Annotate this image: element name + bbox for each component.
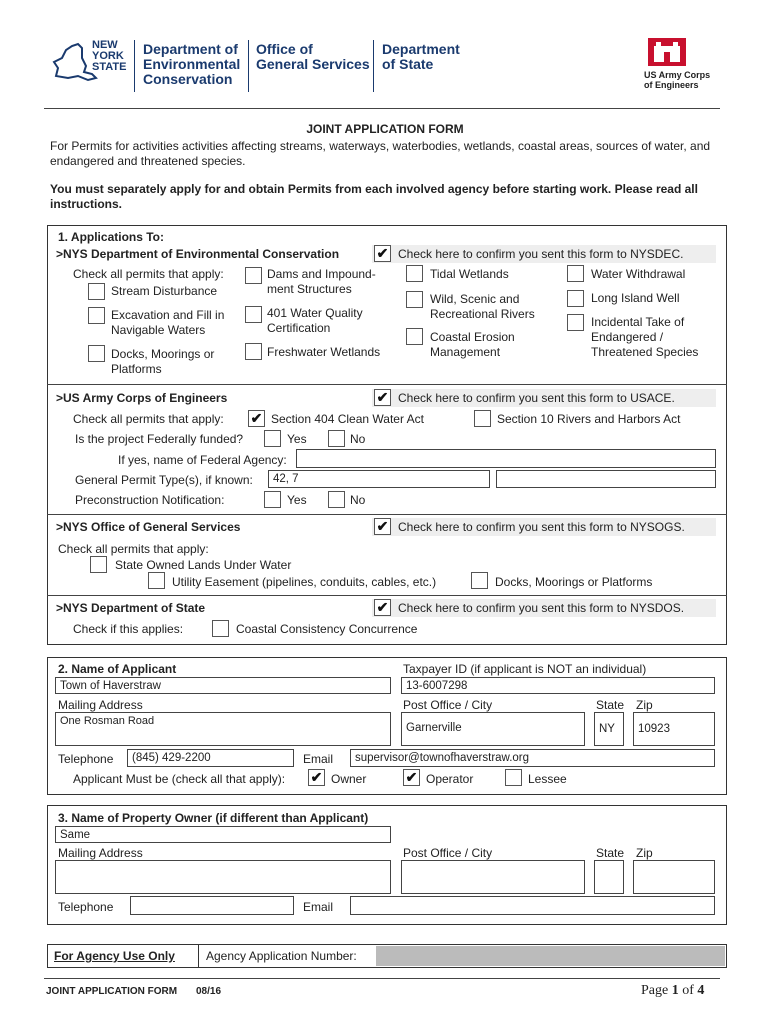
usace-castle-logo <box>648 38 686 66</box>
owner-mailing-input[interactable] <box>55 860 391 894</box>
dos-divider <box>47 595 727 596</box>
section-1-heading <box>58 230 164 244</box>
logo-divider <box>248 40 249 92</box>
ogs-confirm-label: Check here to confirm you sent this form to NYSOGS. <box>398 520 685 534</box>
freshwater-checkbox[interactable] <box>245 343 262 360</box>
applicant-name-input[interactable]: Town of Haverstraw <box>55 677 391 694</box>
dec-confirm-label: Check here to confirm you sent this form to NYSDEC. <box>398 247 684 261</box>
fed-agency-label: If yes, name of Federal Agency: <box>118 453 287 467</box>
owner-zip-label: Zip <box>636 846 653 860</box>
state-owned-label: State Owned Lands Under Water <box>115 558 292 572</box>
docks-checkbox[interactable] <box>88 345 105 362</box>
pcn-yes-checkbox[interactable] <box>264 491 281 508</box>
header-rule <box>44 108 720 109</box>
fed-funded-yes-label: Yes <box>287 432 307 446</box>
freshwater-label: Freshwater Wetlands <box>267 345 381 359</box>
page-number <box>641 983 704 999</box>
gp-types-input-2[interactable] <box>496 470 716 488</box>
email-input[interactable]: supervisor@townofhaverstraw.org <box>350 749 715 767</box>
form-title: JOINT APPLICATION FORM <box>306 122 464 136</box>
owner-telephone-label: Telephone <box>58 900 114 914</box>
stream-disturbance-label: Stream Disturbance <box>111 284 218 298</box>
owner-label: Owner <box>331 772 367 786</box>
coastal-erosion-label: Coastal Erosion Management <box>430 330 515 359</box>
mailing-label: Mailing Address <box>58 698 143 712</box>
dos-check-label: Check if this applies: <box>73 622 184 636</box>
incidental-take-checkbox[interactable] <box>567 314 584 331</box>
utility-easement-checkbox[interactable] <box>148 572 165 589</box>
fed-funded-no-checkbox[interactable] <box>328 430 345 447</box>
ny-logo-line3: STATE <box>92 61 127 73</box>
zip-value: 10923 <box>638 723 670 735</box>
usace-check-all-label: Check all permits that apply: <box>73 412 224 426</box>
pcn-label: Preconstruction Notification: <box>75 493 225 507</box>
dec-check-all-label: Check all permits that apply: <box>73 267 224 281</box>
water-withdrawal-checkbox[interactable] <box>567 265 584 282</box>
applicant-must-label: Applicant Must be (check all that apply): <box>73 772 286 786</box>
footer-rule <box>44 978 720 979</box>
lessee-label: Lessee <box>528 772 567 786</box>
wild-scenic-checkbox[interactable] <box>406 291 423 308</box>
po-label: Post Office / City <box>403 698 493 712</box>
usace-text <box>644 70 710 90</box>
coastal-consistency-checkbox[interactable] <box>212 620 229 637</box>
usace-line1: US Army Corps <box>644 70 711 80</box>
po-value: Garnerville <box>406 722 462 734</box>
incidental-take-label: Incidental Take of Endangered / Threatened Species <box>591 315 699 359</box>
ny-state-map-logo <box>48 38 98 83</box>
docks-label: Docks, Moorings or Platforms <box>111 347 215 376</box>
logo-divider <box>134 40 135 92</box>
ogs-heading: >NYS Office of General Services <box>56 520 241 534</box>
page-current: 1 <box>671 983 679 998</box>
owner-heading: 3. Name of Property Owner (if different than Applicant) <box>58 811 369 825</box>
footer-form-name: JOINT APPLICATION FORM <box>46 986 178 997</box>
excavation-checkbox[interactable] <box>88 307 105 324</box>
dec-line1: Department of <box>143 41 238 57</box>
pcn-no-label: No <box>350 493 366 507</box>
usace-heading: >US Army Corps of Engineers <box>56 391 228 405</box>
page-of: of <box>678 983 698 998</box>
dos-line1: Department <box>382 41 460 57</box>
dams-label: Dams and Impound-ment Structures <box>267 267 376 296</box>
owner-email-input[interactable] <box>350 896 715 915</box>
owner-po-label: Post Office / City <box>403 846 493 860</box>
logo-divider <box>373 40 374 92</box>
ogs-divider <box>47 514 727 515</box>
intro-bold-text: You must separately apply for and obtain Permits from each involved agency before starting work. Please read all instructions. <box>50 182 698 211</box>
dec-logo-text <box>143 42 240 87</box>
coastal-erosion-checkbox[interactable] <box>406 328 423 345</box>
pcn-no-checkbox[interactable] <box>328 491 345 508</box>
ny-logo-line2: YORK <box>92 50 124 62</box>
coastal-consistency-label: Coastal Consistency Concurrence <box>236 622 418 636</box>
long-island-well-checkbox[interactable] <box>567 290 584 307</box>
agency-use-label: For Agency Use Only <box>54 949 175 963</box>
dec-line2: Environmental <box>143 56 241 72</box>
fed-funded-yes-checkbox[interactable] <box>264 430 281 447</box>
dec-confirm-checkbox[interactable]: ✔ <box>374 245 391 262</box>
page-prefix: Page <box>641 983 672 998</box>
operator-checkbox[interactable]: ✔ <box>403 769 420 786</box>
taxpayer-input[interactable]: 13-6007298 <box>401 677 715 694</box>
tidal-label: Tidal Wetlands <box>430 267 509 281</box>
zip-input[interactable] <box>633 712 715 746</box>
dams-checkbox[interactable] <box>245 267 262 284</box>
gp-types-input[interactable]: 42, 7 <box>268 470 490 488</box>
ogs-line2: General Services <box>256 56 370 72</box>
telephone-input[interactable]: (845) 429-2200 <box>127 749 294 767</box>
fed-funded-label: Is the project Federally funded? <box>75 432 244 446</box>
pcn-yes-label: Yes <box>287 493 307 507</box>
excavation-label: Excavation and Fill in Navigable Waters <box>111 308 225 337</box>
owner-state-label: State <box>596 846 625 860</box>
owner-state-input[interactable] <box>594 860 624 894</box>
utility-easement-label: Utility Easement (pipelines, conduits, cables, etc.) <box>172 575 437 589</box>
owner-telephone-input[interactable] <box>130 896 294 915</box>
po-input[interactable] <box>401 712 585 746</box>
dos-logo-text <box>382 42 460 72</box>
ogs-line1: Office of <box>256 41 313 57</box>
usace-confirm-label: Check here to confirm you sent this form to USACE. <box>398 391 675 405</box>
email-label: Email <box>303 752 334 766</box>
section-1-heading-text: 1. Applications To: <box>58 230 165 244</box>
owner-checkbox[interactable]: ✔ <box>308 769 325 786</box>
ogs-docks-checkbox[interactable] <box>471 572 488 589</box>
dec-line3: Conservation <box>143 71 233 87</box>
ny-state-text <box>92 40 126 73</box>
tidal-checkbox[interactable] <box>406 265 423 282</box>
gp-types-label: General Permit Type(s), if known: <box>75 473 253 487</box>
sec10-label: Section 10 Rivers and Harbors Act <box>497 412 681 426</box>
water-withdrawal-label: Water Withdrawal <box>591 267 686 281</box>
agency-use-divider <box>198 944 199 968</box>
agency-app-number-label: Agency Application Number: <box>206 949 357 963</box>
state-owned-checkbox[interactable] <box>90 556 107 573</box>
page-total: 4 <box>697 983 705 998</box>
owner-name-input[interactable]: Same <box>55 826 391 843</box>
sec10-checkbox[interactable] <box>474 410 491 427</box>
ogs-check-all-label: Check all permits that apply: <box>58 542 209 556</box>
wq401-label: 401 Water Quality Certification <box>267 306 363 335</box>
zip-label: Zip <box>636 698 653 712</box>
lessee-checkbox[interactable] <box>505 769 522 786</box>
ny-logo-line1: NEW <box>92 39 118 51</box>
state-value: NY <box>599 723 615 735</box>
ogs-confirm-checkbox[interactable]: ✔ <box>374 518 391 535</box>
taxpayer-label: Taxpayer ID (if applicant is NOT an individual) <box>403 662 647 676</box>
ogs-docks-label: Docks, Moorings or Platforms <box>495 575 653 589</box>
owner-email-label: Email <box>303 900 334 914</box>
intro-text: For Permits for activities activities affecting streams, waterways, waterbodies, wetlands, coastal areas, sources of water, and endangered and threatened species. <box>50 139 711 168</box>
agency-app-number-input[interactable] <box>376 946 725 966</box>
owner-po-input[interactable] <box>401 860 585 894</box>
usace-line2: of Engineers <box>644 80 699 90</box>
usace-confirm-checkbox[interactable]: ✔ <box>374 389 391 406</box>
applicant-heading: 2. Name of Applicant <box>58 662 177 676</box>
operator-label: Operator <box>426 772 474 786</box>
state-label: State <box>596 698 625 712</box>
stream-disturbance-checkbox[interactable] <box>88 283 105 300</box>
footer-date: 08/16 <box>196 986 222 997</box>
dec-heading: >NYS Department of Environmental Conservation <box>56 247 340 261</box>
dos-line2: of State <box>382 56 434 72</box>
state-input[interactable] <box>594 712 624 746</box>
owner-zip-input[interactable] <box>633 860 715 894</box>
wild-scenic-label: Wild, Scenic and Recreational Rivers <box>430 292 535 321</box>
fed-agency-input[interactable] <box>296 449 716 468</box>
telephone-label: Telephone <box>58 752 114 766</box>
sec404-checkbox[interactable]: ✔ <box>248 410 265 427</box>
sec404-label: Section 404 Clean Water Act <box>271 412 424 426</box>
dos-confirm-checkbox[interactable]: ✔ <box>374 599 391 616</box>
usace-divider <box>47 384 727 385</box>
mailing-input[interactable]: One Rosman Road <box>55 712 391 746</box>
long-island-well-label: Long Island Well <box>591 291 680 305</box>
dos-confirm-label: Check here to confirm you sent this form to NYSDOS. <box>398 601 685 615</box>
wq401-checkbox[interactable] <box>245 306 262 323</box>
ogs-logo-text <box>256 42 370 72</box>
dos-heading: >NYS Department of State <box>56 601 206 615</box>
owner-mailing-label: Mailing Address <box>58 846 143 860</box>
fed-funded-no-label: No <box>350 432 366 446</box>
